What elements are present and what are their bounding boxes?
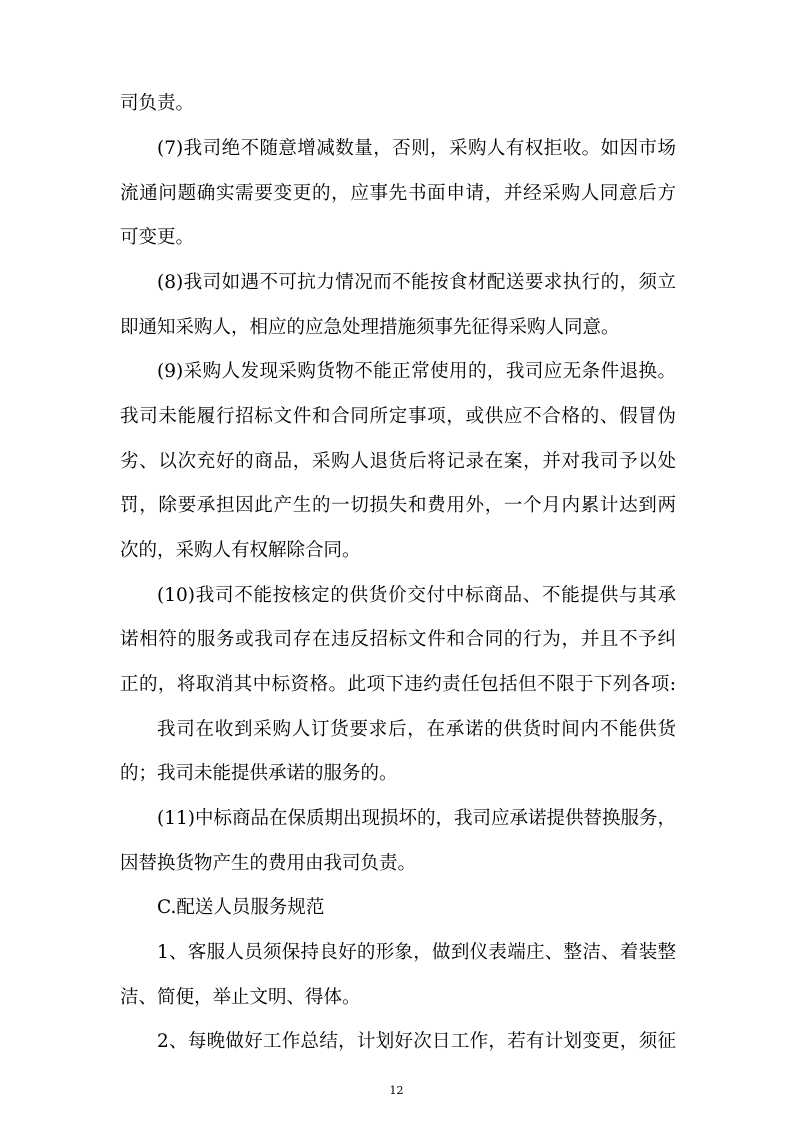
text-line-9: 劣、以次充好的商品，采购人退货后将记录在案，并对我司予以处 xyxy=(120,451,676,472)
text-line-7: (9)采购人发现采购货物不能正常使用的，我司应无条件退换。 xyxy=(157,361,676,382)
text-line-17: (11)中标商品在保质期出现损坏的，我司应承诺提供替换服务， xyxy=(157,808,676,829)
text-line-14: 正的，将取消其中标资格。此项下违约责任包括但不限于下列各项: xyxy=(120,674,676,695)
text-line-5: (8)我司如遇不可抗力情况而不能按食材配送要求执行的，须立 xyxy=(157,272,676,293)
text-line-6: 即通知采购人，相应的应急处理措施须事先征得采购人同意。 xyxy=(120,317,620,338)
text-line-19: C.配送人员服务规范 xyxy=(157,897,325,918)
text-line-18: 因替换货物产生的费用由我司负责。 xyxy=(120,853,417,874)
text-line-12: (10)我司不能按核定的供货价交付中标商品、不能提供与其承 xyxy=(157,585,676,606)
text-line-11: 次的，采购人有权解除合同。 xyxy=(120,540,361,561)
text-line-22: 2、每晚做好工作总结，计划好次日工作，若有计划变更，须征 xyxy=(157,1031,676,1052)
text-line-1: 司负责。 xyxy=(120,93,195,114)
text-line-20: 1、客服人员须保持良好的形象，做到仪表端庄、整洁、着装整 xyxy=(157,942,676,963)
text-line-13: 诺相符的服务或我司存在违反招标文件和合同的行为，并且不予纠 xyxy=(120,629,676,650)
text-line-10: 罚，除要承担因此产生的一切损失和费用外，一个月内累计达到两 xyxy=(120,495,676,516)
text-line-4: 可变更。 xyxy=(120,227,195,248)
text-line-15: 我司在收到采购人订货要求后，在承诺的供货时间内不能供货 xyxy=(157,719,676,740)
text-line-21: 洁、简便，举止文明、得体。 xyxy=(120,987,361,1008)
text-line-3: 流通问题确实需要变更的，应事先书面申请，并经采购人同意后方 xyxy=(120,183,676,204)
text-line-8: 我司未能履行招标文件和合同所定事项，或供应不合格的、假冒伪 xyxy=(120,406,676,427)
page-number: 12 xyxy=(389,1084,404,1097)
text-line-16: 的；我司未能提供承诺的服务的。 xyxy=(120,763,398,784)
text-line-2: (7)我司绝不随意增减数量，否则，采购人有权拒收。如因市场 xyxy=(157,138,676,159)
